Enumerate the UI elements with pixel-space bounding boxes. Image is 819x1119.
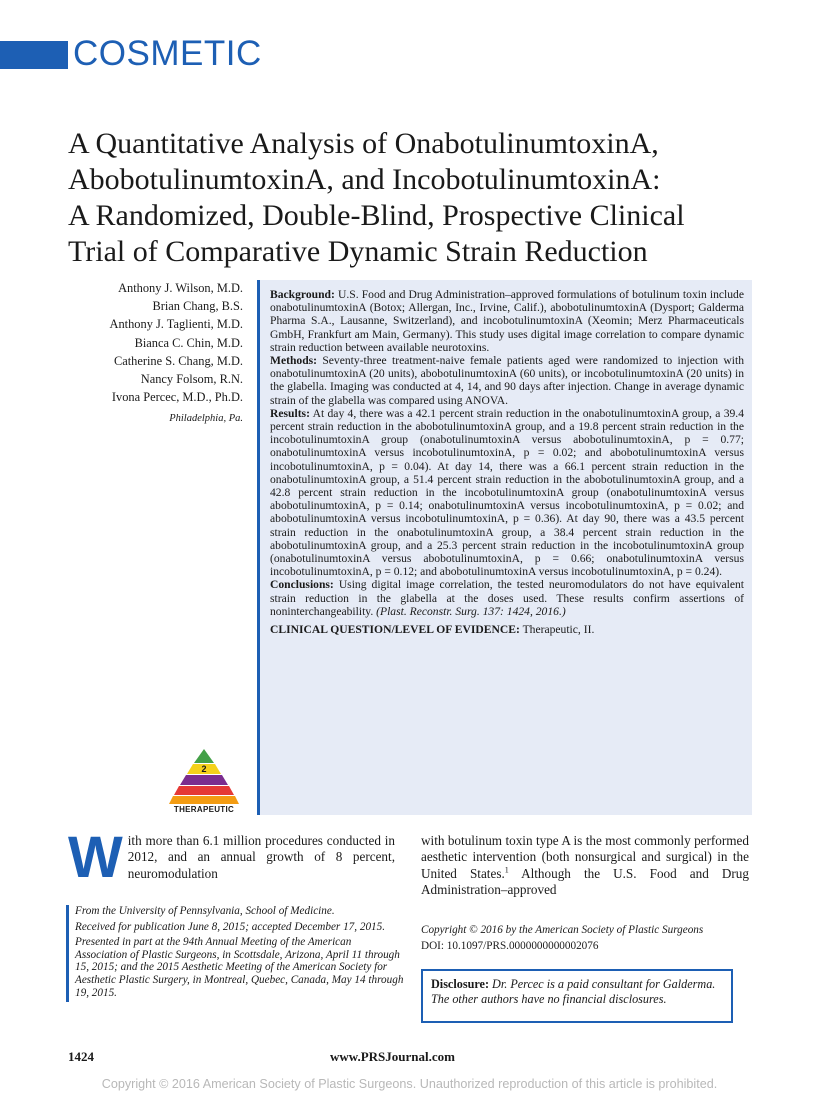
clinical-text: Therapeutic, II. [522, 623, 595, 637]
abstract-results [270, 407, 744, 579]
body-text: ith more than 6.1 million procedures conducted in 2012, and an annual growth of 8 percent, neuromodulation [127, 833, 395, 881]
pyramid-tier-base [169, 796, 239, 804]
title-line: Trial of Comparative Dynamic Strain Reduction [68, 235, 648, 268]
methods-text: Seventy-three treatment-naive female patients aged were randomized to injection with onabotulinumtoxinA (20 units), abobotulinumtoxinA (60 units), or incobotulinumtoxinA (20 units) in the glabella. Imaging was conducted at 4, 14, and 90 days after injection. Change in average dynamic strain of the glabella was compared using ANOVA. [270, 354, 744, 407]
article-footnote [66, 905, 405, 1002]
author-name: Anthony J. Wilson, M.D. [118, 281, 243, 295]
footnote-institution: From the University of Pennsylvania, School of Medicine. [75, 905, 335, 917]
conclusions-text: Using digital image correlation, the tested neuromodulators do not have equivalent strain reduction in the glabella at the doses used. These results confirm assertions of noninterchangeability. [270, 578, 744, 618]
methods-label: Methods: [270, 354, 318, 368]
doi[interactable]: DOI: 10.1097/PRS.0000000000002076 [421, 940, 599, 952]
author-name: Catherine S. Chang, M.D. [113, 353, 243, 368]
author-affiliation: Philadelphia, Pa. [169, 413, 243, 425]
copyright-watermark: Copyright © 2016 American Society of Plastic Surgeons. Unauthorized reproduction of this article is prohibited. [101, 1077, 718, 1091]
reference-marker[interactable]: 1 [504, 865, 509, 875]
results-label: Results: [270, 406, 310, 420]
article-title [68, 126, 788, 270]
disclosure-text: Dr. Percec is a paid consultant for Galderma. The other authors have no financial disclosures. [431, 977, 716, 1006]
body-text: Although the U.S. Food and Drug Administration–approved [421, 865, 749, 897]
abstract-clinical-question [270, 623, 744, 636]
journal-url[interactable]: www.PRSJournal.com [330, 1049, 455, 1064]
abstract-text [270, 288, 744, 636]
pyramid-tier-4 [174, 786, 234, 795]
author-list [40, 279, 243, 429]
copyright-line: Copyright © 2016 by the American Society of Plastic Surgeons [421, 924, 704, 936]
title-line: A Randomized, Double-Blind, Prospective Clinical [68, 199, 685, 232]
abstract-methods [270, 354, 744, 407]
drop-cap: W [68, 825, 123, 890]
body-column-right [421, 833, 749, 898]
copyright-block [421, 922, 751, 954]
pyramid-tier-3 [180, 775, 228, 785]
evidence-level: 2 [201, 764, 207, 774]
section-header [0, 34, 400, 74]
author-name: Bianca C. Chin, M.D. [134, 335, 243, 350]
page-number: 1424 [68, 1049, 94, 1064]
clinical-label: CLINICAL QUESTION/LEVEL OF EVIDENCE: [270, 623, 520, 637]
abstract-box [257, 280, 752, 815]
results-text: At day 4, there was a 42.1 percent strain reduction in the onabotulinumtoxinA group, a 39.4 percent strain reduction in the abobotulinumtoxinA group, and a 19.8 percent strain reduction in the incobotulinumtoxinA group (onabotulinumtoxinA versus abobotulinumtoxinA, p = 0.77; onabotulinumtoxinA versus incobotulinumtoxinA, p = 0.02; and abobotulinumtoxinA versus incobotulinumtoxinA, p = 0.04). At day 14, there was a 66.1 percent strain reduction in the onabotulinumtoxinA group, a 51.4 percent strain reduction in the abobotulinumtoxinA group, and a 42.8 percent strain reduction in the incobotulinumtoxinA group (onabotulinumtoxinA versus abobotulinumtoxinA, p = 0.14; onabotulinumtoxinA versus incobotulinumtoxinA, p = 0.02; and abobotulinumtoxinA versus incobotulinumtoxinA, p = 0.36). At day 90, there was a 43.5 percent strain reduction in the onabotulinumtoxinA group, a 38.4 percent strain reduction in the abobotulinumtoxinA group, and a 25.3 percent strain reduction in the incobotulinumtoxinA group (onabotulinumtoxinA versus abobotulinumtoxinA, p = 0.66; onabotulinumtoxinA versus incobotulinumtoxinA, p = 0.12; and abobotulinumtoxinA versus incobotulinumtoxinA, p = 0.24). [270, 406, 744, 579]
body-text: with botulinum toxin type A is the most commonly performed aesthetic intervention (both nonsurgical and surgical) in the United States. [421, 833, 749, 881]
background-text: U.S. Food and Drug Administration–approved formulations of botulinum toxin include onabotulinumtoxinA (Botox; Allergan, Inc., Irvine, Calif.), abobotulinumtoxinA (Dysport; Galderma Pharma S.A., Lausanne, Switzerland), and incobotulinumtoxinA (Xeomin; Merz Pharmaceuticals GmbH, Frankfurt am Main, Germany). This study uses digital image correlation to compare dynamic strain reduction between available neurotoxins. [270, 288, 744, 354]
abstract-citation: (Plast. Reconstr. Surg. 137: 1424, 2016.) [376, 604, 566, 618]
author-name: Nancy Folsom, R.N. [140, 372, 243, 387]
background-label: Background: [270, 288, 335, 301]
section-color-bar [0, 41, 68, 69]
title-line: AbobotulinumtoxinA, and IncobotulinumtoxinA: [68, 163, 661, 196]
disclosure-label: Disclosure: [431, 977, 489, 991]
footnote-presented: Presented in part at the 94th Annual Meeting of the American Association of Plastic Surgeons, in Scottsdale, Arizona, April 11 through 15, 2015; and the 2015 Aesthetic Meeting of the American Society for Aesthetic Plastic Surgery, in Montreal, Quebec, Canada, May 14 through 19, 2015. [75, 936, 404, 999]
pyramid-tier-top [194, 749, 214, 763]
disclosure-box [421, 969, 733, 1023]
section-label: COSMETIC [73, 34, 262, 73]
author-name: Anthony J. Taglienti, M.D. [109, 317, 243, 332]
footnote-received: Received for publication June 8, 2015; accepted December 17, 2015. [75, 920, 386, 933]
body-column-left [68, 825, 395, 890]
author-name: Brian Chang, B.S. [152, 299, 243, 314]
conclusions-label: Conclusions: [270, 578, 334, 592]
abstract-conclusions [270, 578, 744, 618]
abstract-background [270, 288, 744, 354]
evidence-label: THERAPEUTIC [173, 805, 235, 814]
author-name: Ivona Percec, M.D., Ph.D. [111, 390, 243, 405]
title-line: A Quantitative Analysis of OnabotulinumtoxinA, [68, 127, 659, 160]
